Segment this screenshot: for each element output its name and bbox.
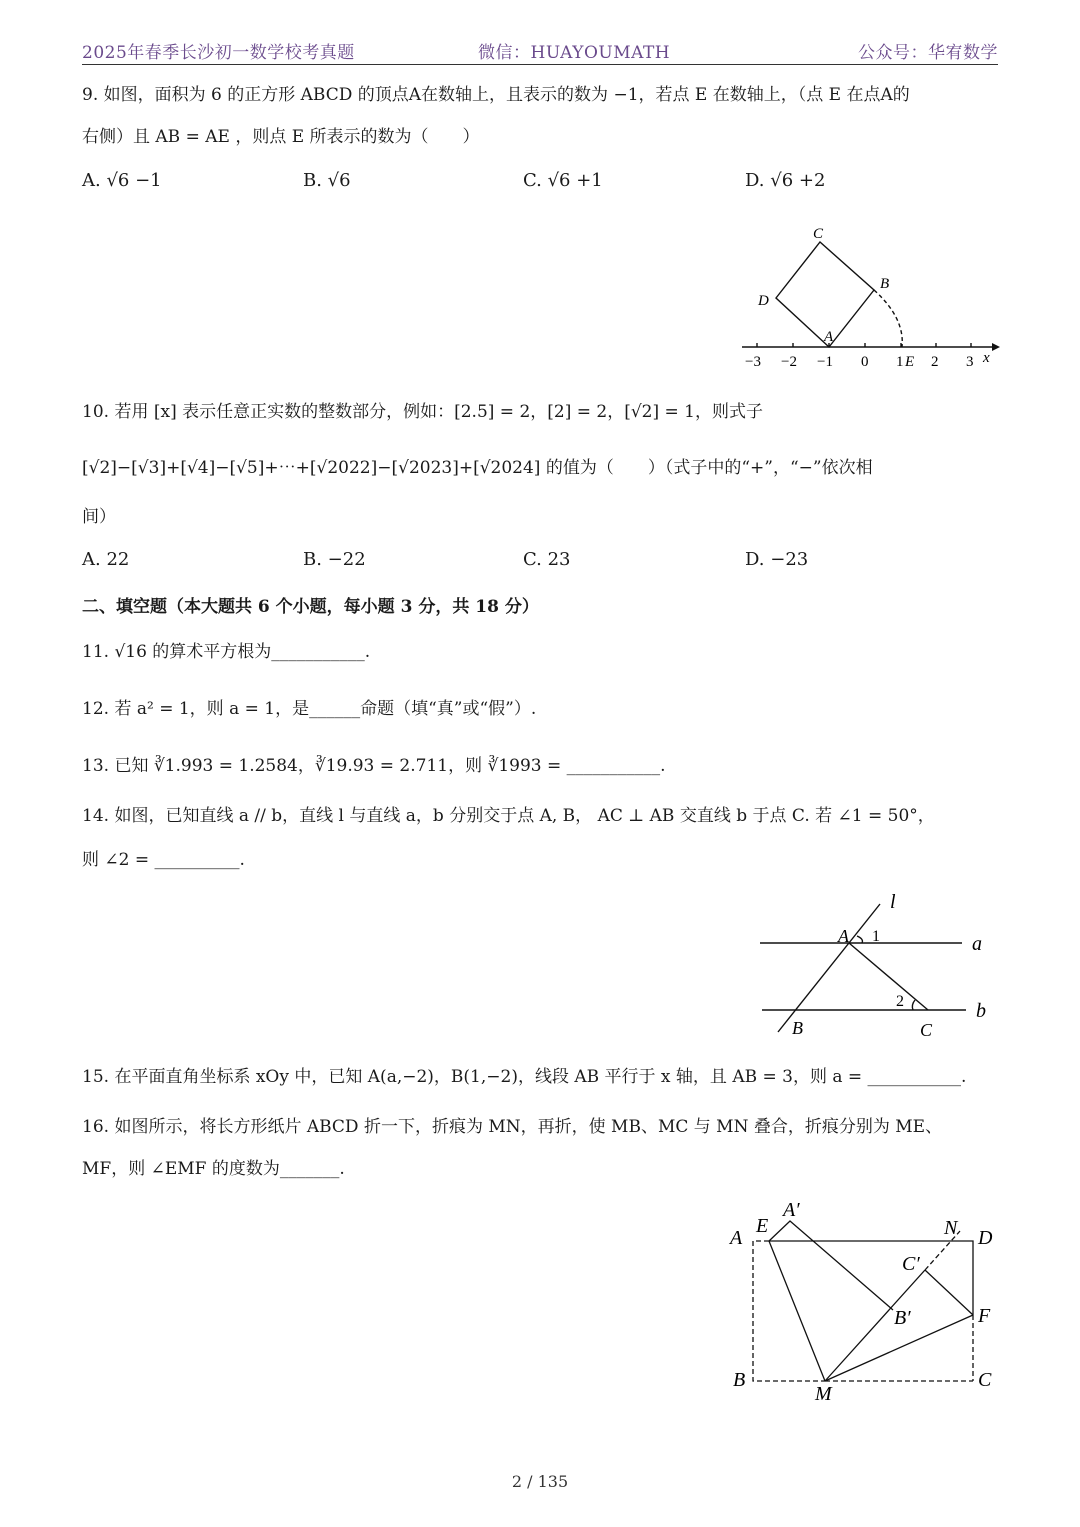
q14-label-c-point: C: [920, 1020, 933, 1040]
q9-axis-x: x: [983, 350, 990, 366]
q9-label-b: B: [880, 276, 890, 292]
q16-line2: MF，则 ∠EMF 的度数为_______.: [82, 1159, 345, 1179]
q10-option-c: C. 23: [523, 549, 571, 570]
q10-option-b: B. −22: [303, 549, 366, 570]
q16-label-c-prime: C′: [902, 1253, 920, 1275]
q9-line2: 右侧）且 AB = AE ，则点 E 所表示的数为（ ）: [82, 127, 480, 147]
header-center: 微信：HUAYOUMATH: [478, 43, 671, 63]
header-left: 2025年春季长沙初一数学校考真题: [82, 43, 355, 63]
q9-tick-1: 1: [896, 354, 904, 370]
q14-line2: 则 ∠2 = __________.: [82, 850, 245, 870]
q9-label-e: E: [905, 354, 915, 370]
q14-angle-1: 1: [872, 928, 880, 945]
q9-option-a: A. √6 −1: [82, 170, 162, 191]
q11: 11. √16 的算术平方根为___________.: [82, 642, 371, 662]
q9-label-a: A: [824, 329, 834, 345]
q16-label-b-prime: B′: [894, 1307, 911, 1329]
q9-tick-neg1: −1: [817, 354, 833, 370]
q10-line2: [√2]−[√3]+[√4]−[√5]+⋯+[√2022]−[√2023]+[√2024] 的值为（ ）（式子中的“+”，“−”依次相: [82, 458, 873, 478]
q9-tick-neg3: −3: [745, 354, 761, 370]
q14-label-line-b: b: [976, 1000, 986, 1022]
q9-option-b: B. √6: [303, 170, 351, 191]
q9-label-c: C: [813, 226, 824, 242]
q16-label-b: B: [733, 1369, 746, 1391]
q16-label-c: C: [978, 1369, 992, 1391]
q16-label-f: F: [978, 1305, 991, 1327]
q10-option-a: A. 22: [82, 549, 130, 570]
page-number: 2 / 135: [511, 1472, 569, 1491]
q14-angle-2: 2: [896, 993, 904, 1010]
section-2-heading: 二、填空题（本大题共 6 个小题，每小题 3 分，共 18 分）: [82, 597, 539, 617]
q14-label-line-a: a: [972, 933, 982, 955]
q14-label-l: l: [890, 891, 896, 913]
q16-label-n: N: [944, 1217, 958, 1239]
header-right: 公众号：华宥数学: [858, 43, 998, 63]
q12: 12. 若 a² = 1，则 a = 1，是______命题（填“真”或“假”）.: [82, 699, 537, 719]
q16-label-e: E: [756, 1215, 769, 1237]
q9-label-d: D: [758, 293, 769, 309]
q16-label-d: D: [978, 1227, 993, 1249]
q10-line3: 间）: [82, 507, 116, 527]
q16-line1: 16. 如图所示，将长方形纸片 ABCD 折一下，折痕为 MN，再折，使 MB、MC 与 MN 叠合，折痕分别为 ME、: [82, 1117, 943, 1137]
q14-label-b-point: B: [792, 1018, 803, 1038]
q16-label-m: M: [815, 1383, 832, 1405]
q15: 15. 在平面直角坐标系 xOy 中，已知 A(a,−2)，B(1,−2)，线段 AB 平行于 x 轴，且 AB = 3，则 a = ___________.: [82, 1067, 967, 1087]
q9-tick-3: 3: [966, 354, 974, 370]
q10-option-d: D. −23: [745, 549, 809, 570]
q9-option-c: C. √6 +1: [523, 170, 603, 191]
q14-line1: 14. 如图，已知直线 a // b，直线 l 与直线 a，b 分别交于点 A, B， AC ⊥ AB 交直线 b 于点 C. 若 ∠1 = 50°，: [82, 806, 935, 826]
q16-label-a-prime: A′: [783, 1199, 800, 1221]
q14-label-a-point: A: [838, 926, 849, 946]
q10-line1: 10. 若用 [x] 表示任意正实数的整数部分，例如：[2.5] = 2，[2] = 2，[√2] = 1，则式子: [82, 402, 763, 422]
q13: 13. 已知 ∛1.993 = 1.2584，∛19.93 = 2.711，则 ∛1993 = ___________.: [82, 756, 666, 776]
q9-tick-0: 0: [861, 354, 869, 370]
q16-label-a: A: [730, 1227, 743, 1249]
q9-option-d: D. √6 +2: [745, 170, 826, 191]
q9-tick-neg2: −2: [781, 354, 797, 370]
q9-line1: 9. 如图，面积为 6 的正方形 ABCD 的顶点A在数轴上，且表示的数为 −1，若点 E 在数轴上，（点 E 在点A的: [82, 85, 910, 105]
q9-tick-2: 2: [931, 354, 939, 370]
